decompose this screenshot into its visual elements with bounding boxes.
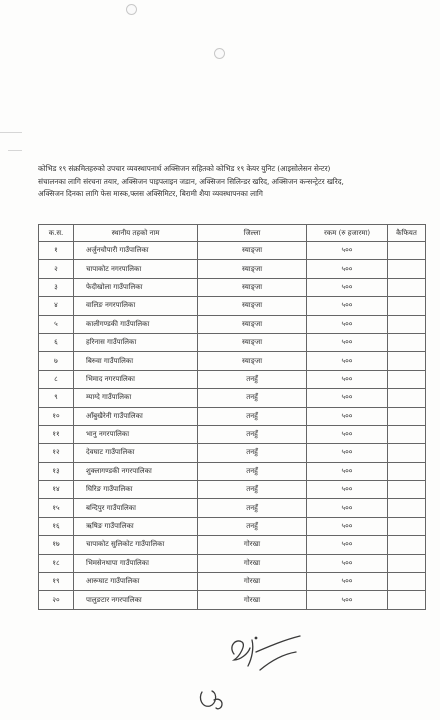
cell-local-level: घिरिङ गाउँपालिका: [74, 481, 198, 499]
handwritten-signature: [226, 630, 306, 676]
cell-amount: ५००: [307, 242, 388, 260]
cell-serial: १३: [39, 462, 74, 480]
cell-serial: २०: [39, 591, 74, 609]
cell-district: स्याङ्जा: [198, 333, 307, 351]
cell-serial: ८: [39, 370, 74, 388]
cell-remarks: [388, 573, 426, 591]
table-row: [39, 352, 426, 370]
cell-remarks: [388, 315, 426, 333]
cell-district: तनहुँ: [198, 517, 307, 535]
punch-hole-right: [214, 48, 225, 59]
cell-local-level: म्याग्दे गाउँपालिका: [74, 389, 198, 407]
cell-serial: ६: [39, 333, 74, 351]
table-row: [39, 591, 426, 609]
table-row: [39, 260, 426, 278]
cell-amount: ५००: [307, 591, 388, 609]
cell-local-level: ऋषिङ गाउँपालिका: [74, 517, 198, 535]
cell-remarks: [388, 242, 426, 260]
cell-district: तनहुँ: [198, 370, 307, 388]
cell-district: स्याङ्जा: [198, 297, 307, 315]
table-row: [39, 517, 426, 535]
cell-remarks: [388, 333, 426, 351]
cell-local-level: भिमसेनथापा गाउँपालिका: [74, 554, 198, 572]
cell-serial: १९: [39, 573, 74, 591]
cell-remarks: [388, 297, 426, 315]
cell-local-level: भानु नगरपालिका: [74, 425, 198, 443]
intro-line: अक्सिजन दिनका लागि फेस मास्क,फ्लस अक्सिमिटर, बिरामी शैया व्यवस्थापनका लागि: [38, 189, 263, 199]
header-amount: रकम (रु हजारमा): [307, 225, 388, 242]
cell-district: तनहुँ: [198, 499, 307, 517]
cell-remarks: [388, 481, 426, 499]
table-header-row: [39, 225, 426, 242]
cell-serial: १४: [39, 481, 74, 499]
cell-amount: ५००: [307, 554, 388, 572]
table-row: [39, 407, 426, 425]
cell-district: गोरखा: [198, 573, 307, 591]
cell-remarks: [388, 554, 426, 572]
cell-local-level: देवघाट गाउँपालिका: [74, 444, 198, 462]
header-serial: क.स.: [39, 225, 74, 242]
cell-serial: ३: [39, 278, 74, 296]
table-row: [39, 297, 426, 315]
header-district: जिल्ला: [198, 225, 307, 242]
cell-amount: ५००: [307, 370, 388, 388]
cell-serial: ११: [39, 425, 74, 443]
cell-district: तनहुँ: [198, 481, 307, 499]
cell-amount: ५००: [307, 573, 388, 591]
cell-local-level: फेदीखोला गाउँपालिका: [74, 278, 198, 296]
allocation-table: [38, 224, 426, 610]
cell-district: तनहुँ: [198, 425, 307, 443]
table-row: [39, 425, 426, 443]
scan-mark: [0, 132, 22, 133]
table-row: [39, 315, 426, 333]
cell-local-level: बिरुवा गाउँपालिका: [74, 352, 198, 370]
cell-district: स्याङ्जा: [198, 352, 307, 370]
cell-serial: १०: [39, 407, 74, 425]
cell-local-level: चापाकोट नगरपालिका: [74, 260, 198, 278]
cell-serial: ७: [39, 352, 74, 370]
cell-local-level: चापाकोट सुलिकोट गाउँपालिका: [74, 536, 198, 554]
cell-amount: ५००: [307, 499, 388, 517]
cell-amount: ५००: [307, 352, 388, 370]
cell-serial: १६: [39, 517, 74, 535]
table-row: [39, 333, 426, 351]
cell-remarks: [388, 444, 426, 462]
intro-paragraph: [38, 163, 422, 201]
cell-amount: ५००: [307, 462, 388, 480]
intro-line: संचालनका लागि संरचना तयार, अक्सिजन पाइपलाइन जडान, अक्सिजन सिलिन्डर खरिद, अक्सिजन कन्सन्ट्रेटर खरिद,: [38, 176, 344, 186]
cell-local-level: आँबुखैरेनी गाउँपालिका: [74, 407, 198, 425]
cell-remarks: [388, 260, 426, 278]
cell-amount: ५००: [307, 481, 388, 499]
header-local-level: स्थानीय तहको नाम: [74, 225, 198, 242]
cell-amount: ५००: [307, 278, 388, 296]
cell-remarks: [388, 517, 426, 535]
cell-remarks: [388, 425, 426, 443]
cell-amount: ५००: [307, 315, 388, 333]
cell-remarks: [388, 389, 426, 407]
cell-district: तनहुँ: [198, 444, 307, 462]
cell-amount: ५००: [307, 297, 388, 315]
cell-district: गोरखा: [198, 591, 307, 609]
table-row: [39, 278, 426, 296]
table-row: [39, 370, 426, 388]
cell-serial: १८: [39, 554, 74, 572]
cell-remarks: [388, 499, 426, 517]
cell-amount: ५००: [307, 425, 388, 443]
table-row: [39, 554, 426, 572]
cell-amount: ५००: [307, 389, 388, 407]
scan-mark: [8, 150, 22, 151]
cell-remarks: [388, 536, 426, 554]
cell-amount: ५००: [307, 407, 388, 425]
cell-district: स्याङ्जा: [198, 278, 307, 296]
cell-local-level: पालुङटार नगरपालिका: [74, 591, 198, 609]
table-row: [39, 573, 426, 591]
table-row: [39, 242, 426, 260]
cell-local-level: बन्दिपुर गाउँपालिका: [74, 499, 198, 517]
cell-local-level: आरूघाट गाउँपालिका: [74, 573, 198, 591]
cell-local-level: कालीगण्डकी गाउँपालिका: [74, 315, 198, 333]
cell-remarks: [388, 278, 426, 296]
cell-district: गोरखा: [198, 554, 307, 572]
table-body: [39, 242, 426, 610]
cell-remarks: [388, 462, 426, 480]
punch-hole-top: [126, 4, 137, 15]
table-row: [39, 389, 426, 407]
cell-serial: ५: [39, 315, 74, 333]
intro-line: कोभिड १९ संक्रमितहरुको उपचार व्यवस्थापनार्थ अक्सिजन सहितको कोभिड १९ केयर युनिट (आइसोलेसन सेन्टर): [38, 164, 331, 173]
cell-local-level: भिमाद नगरपालिका: [74, 370, 198, 388]
cell-district: तनहुँ: [198, 407, 307, 425]
cell-local-level: शुक्लागण्डकी नगरपालिका: [74, 462, 198, 480]
cell-remarks: [388, 591, 426, 609]
cell-serial: १: [39, 242, 74, 260]
cell-district: तनहुँ: [198, 389, 307, 407]
cell-local-level: हरिनास गाउँपालिका: [74, 333, 198, 351]
cell-amount: ५००: [307, 517, 388, 535]
cell-amount: ५००: [307, 536, 388, 554]
cell-district: स्याङ्जा: [198, 315, 307, 333]
cell-local-level: अर्जुनचौपारी गाउँपालिका: [74, 242, 198, 260]
table-row: [39, 462, 426, 480]
cell-district: गोरखा: [198, 536, 307, 554]
table-row: [39, 444, 426, 462]
cell-district: स्याङ्जा: [198, 260, 307, 278]
table-row: [39, 499, 426, 517]
cell-remarks: [388, 407, 426, 425]
cell-serial: १२: [39, 444, 74, 462]
cell-amount: ५००: [307, 333, 388, 351]
table-row: [39, 536, 426, 554]
cell-amount: ५००: [307, 444, 388, 462]
cell-district: तनहुँ: [198, 462, 307, 480]
cell-district: स्याङ्जा: [198, 242, 307, 260]
cell-remarks: [388, 370, 426, 388]
header-remarks: कैफियत: [388, 225, 426, 242]
handwritten-page-number: [196, 686, 228, 712]
cell-local-level: वालिङ नगरपालिका: [74, 297, 198, 315]
cell-remarks: [388, 352, 426, 370]
cell-serial: २: [39, 260, 74, 278]
cell-serial: ४: [39, 297, 74, 315]
cell-serial: १५: [39, 499, 74, 517]
table-row: [39, 481, 426, 499]
cell-serial: ९: [39, 389, 74, 407]
cell-amount: ५००: [307, 260, 388, 278]
cell-serial: १७: [39, 536, 74, 554]
